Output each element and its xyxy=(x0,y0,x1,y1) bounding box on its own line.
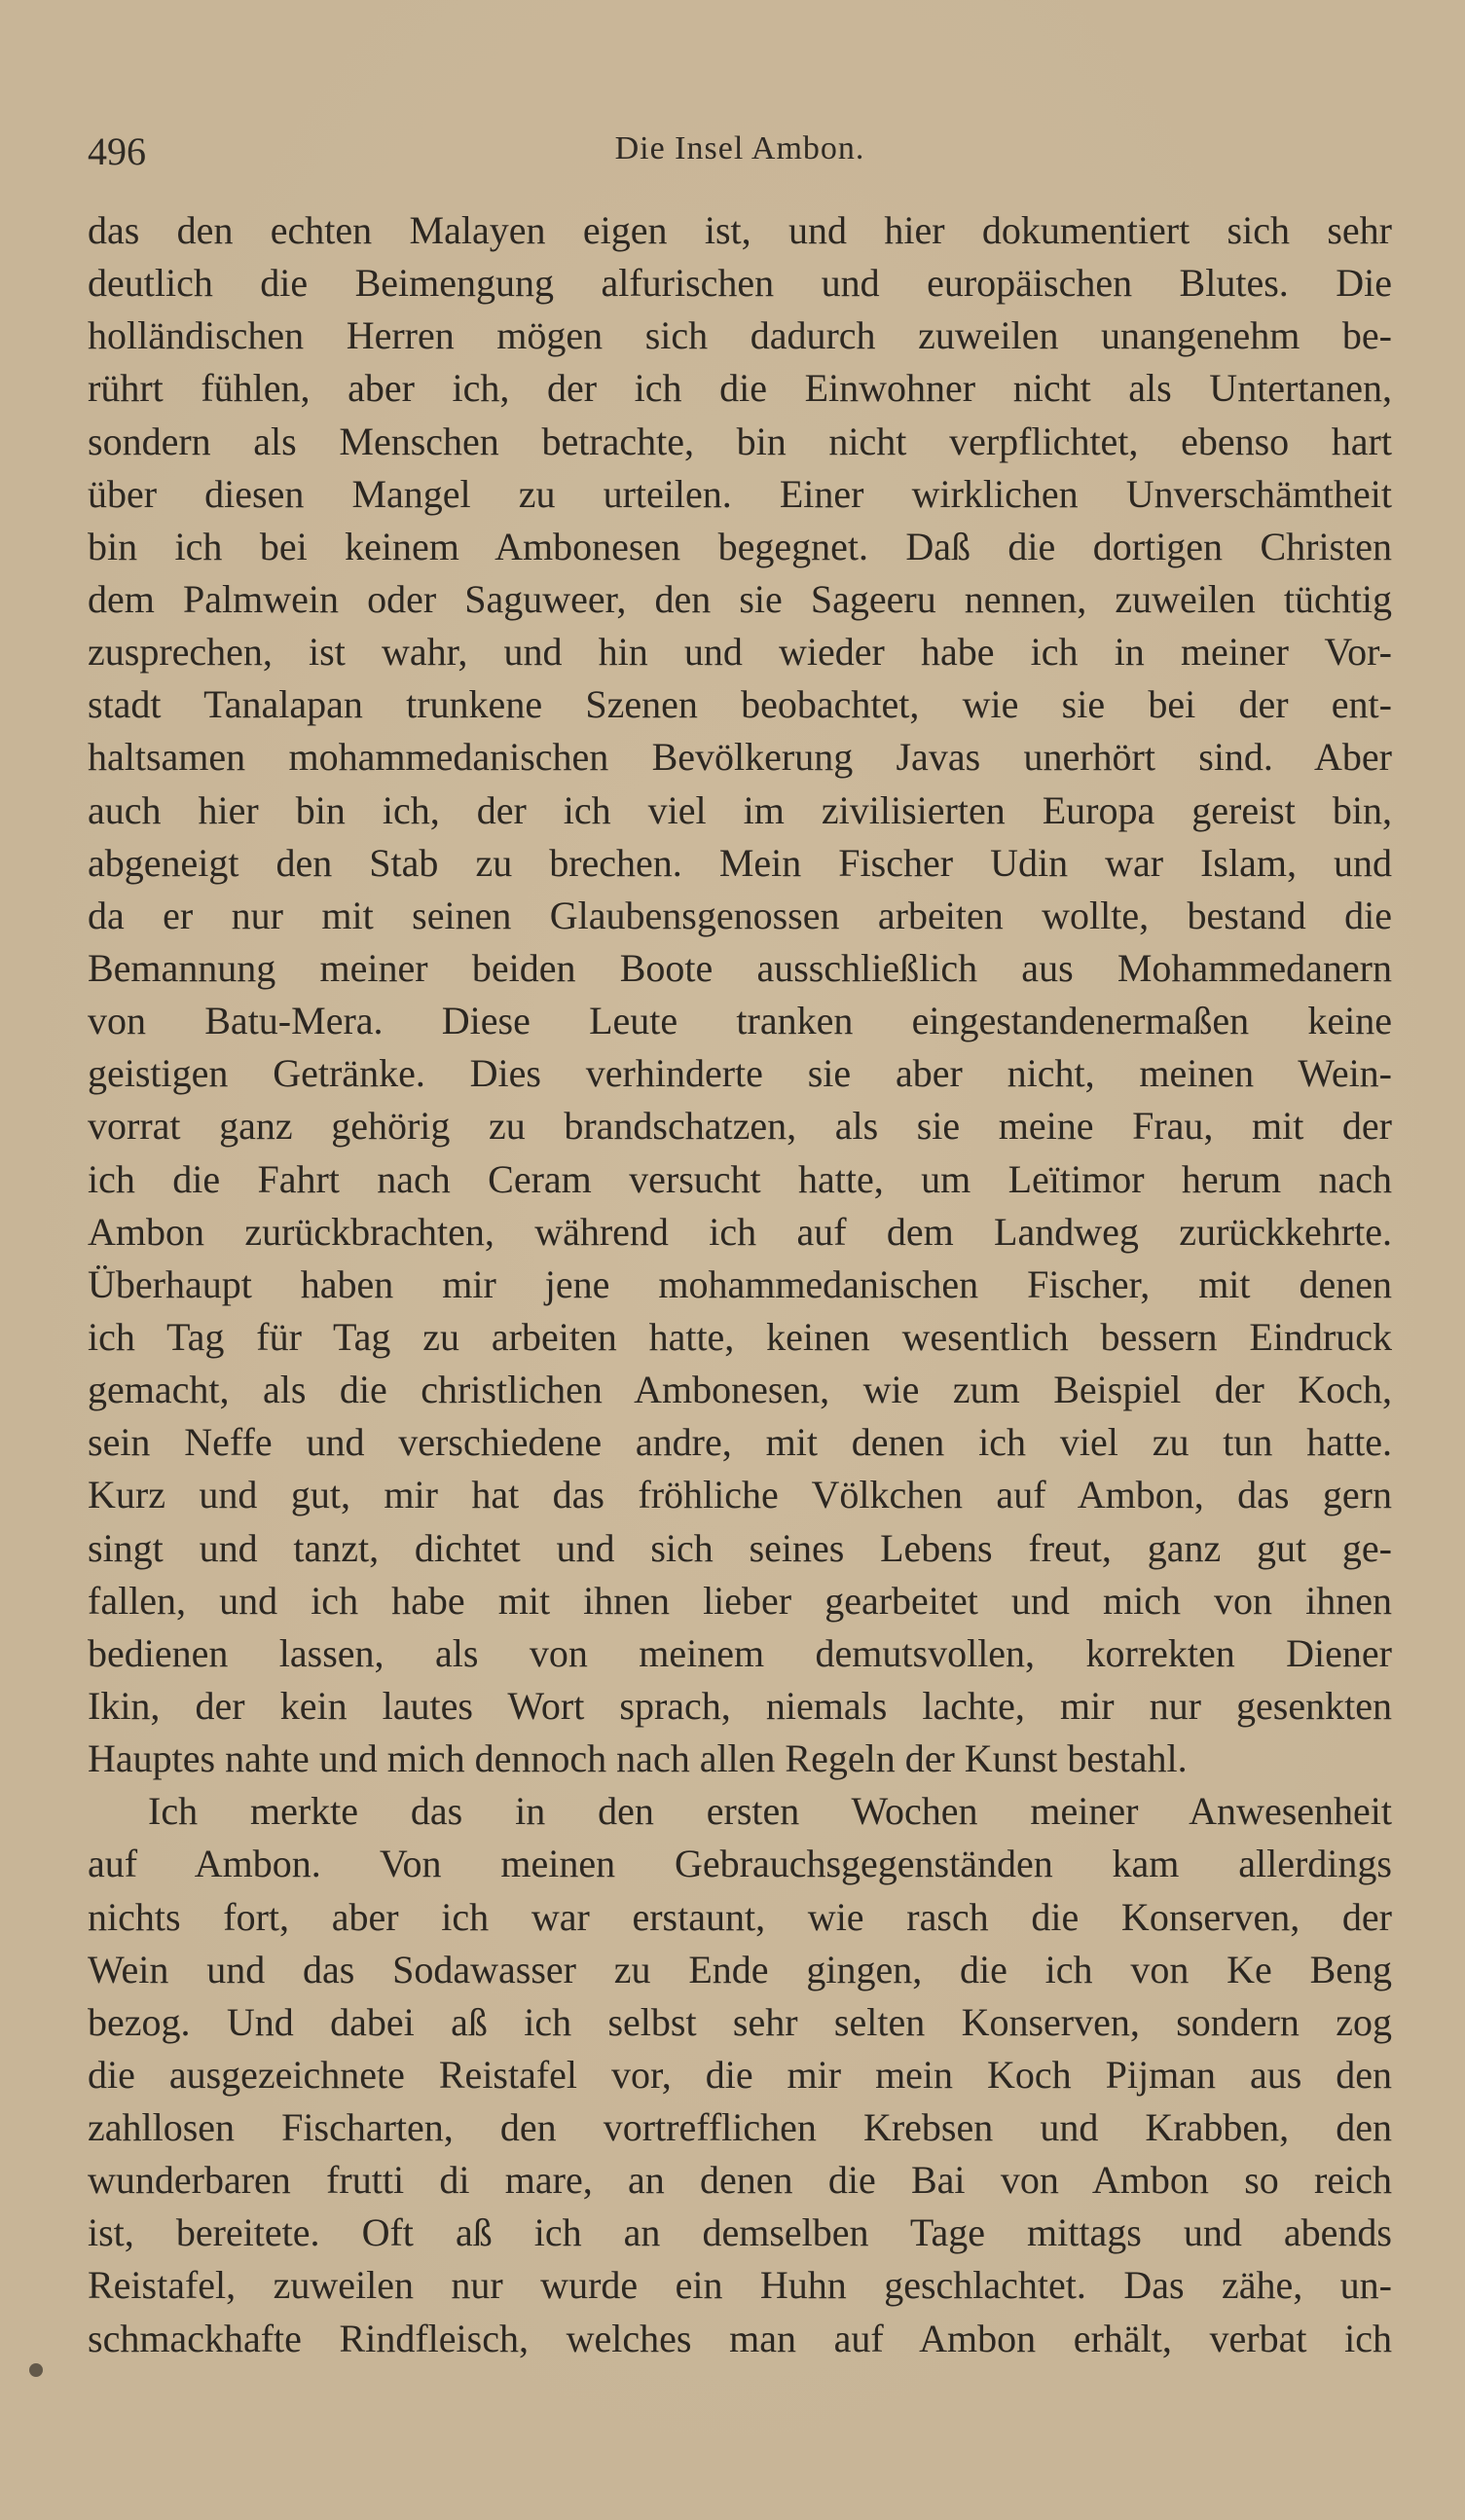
text-line: deutlich die Beimengung alfurischen und europäischen Blutes. Die xyxy=(88,261,1392,306)
running-head: Die Insel Ambon. xyxy=(614,130,865,166)
text-line: schmackhafte Rindfleisch, welches man auf Ambon erhält, verbat ich xyxy=(88,2316,1392,2360)
text-line: Überhaupt haben mir jene mohammedanischen Fischer, mit denen xyxy=(88,1261,1392,1306)
text-line: sein Neffe und verschiedene andre, mit denen ich viel zu tun hatte. xyxy=(88,1420,1392,1465)
text-line: zusprechen, ist wahr, und hin und wieder habe ich in meiner Vor- xyxy=(88,630,1392,675)
paragraph-2 xyxy=(88,1785,1392,2365)
text-line: Wein und das Sodawasser zu Ende gingen, die ich von Ke Beng xyxy=(88,1947,1392,1991)
text-line: von Batu-Mera. Diese Leute tranken eingestandenermaßen keine xyxy=(88,999,1392,1043)
text-line: wunderbaren frutti di mare, an denen die Bai von Ambon so reich xyxy=(88,2158,1392,2203)
text-line: Bemannung meiner beiden Boote ausschließlich aus Mohammedanern xyxy=(88,945,1392,990)
text-line: rührt fühlen, aber ich, der ich die Einwohner nicht als Untertanen, xyxy=(88,366,1392,411)
text-line: Hauptes nahte und mich dennoch nach allen Regeln der Kunst bestahl. xyxy=(88,1736,1188,1781)
text-line: sondern als Menschen betrachte, bin nicht verpflichtet, ebenso hart xyxy=(88,419,1392,463)
text-line: Ich merkte das in den ersten Wochen meiner Anwesenheit xyxy=(148,1789,1392,1834)
text-line: bedienen lassen, als von meinem demutsvollen, korrekten Diener xyxy=(88,1630,1392,1675)
text-line: gemacht, als die christlichen Ambonesen, wie zum Beispiel der Koch, xyxy=(88,1368,1392,1412)
text-line: bin ich bei keinem Ambonesen begegnet. Daß die dortigen Christen xyxy=(88,524,1392,568)
text-line: auf Ambon. Von meinen Gebrauchsgegenständen kam allerdings xyxy=(88,1842,1392,1886)
text-line: fallen, und ich habe mit ihnen lieber gearbeitet und mich von ihnen xyxy=(88,1578,1392,1623)
paragraph-1 xyxy=(88,204,1392,1785)
text-line: ich Tag für Tag zu arbeiten hatte, keinen wesentlich bessern Eindruck xyxy=(88,1314,1392,1359)
text-line: bezog. Und dabei aß ich selbst sehr selten Konserven, sondern zog xyxy=(88,1999,1392,2044)
text-line: die ausgezeichnete Reistafel vor, die mir mein Koch Pijman aus den xyxy=(88,2052,1392,2097)
text-line: ist, bereitete. Oft aß ich an demselben Tage mittags und abends xyxy=(88,2210,1392,2255)
text-line: abgeneigt den Stab zu brechen. Mein Fischer Udin war Islam, und xyxy=(88,840,1392,885)
text-line: da er nur mit seinen Glaubensgenossen arbeiten wollte, bestand die xyxy=(88,893,1392,937)
text-line: zahllosen Fischarten, den vortrefflichen Krebsen und Krabben, den xyxy=(88,2105,1392,2150)
text-line: das den echten Malayen eigen ist, und hier dokumentiert sich sehr xyxy=(88,208,1392,252)
page-number: 496 xyxy=(88,129,146,173)
text-line: Reistafel, zuweilen nur wurde ein Huhn geschlachtet. Das zähe, un- xyxy=(88,2263,1392,2308)
text-line: nichts fort, aber ich war erstaunt, wie rasch die Konserven, der xyxy=(88,1894,1392,1939)
text-line: holländischen Herren mögen sich dadurch zuweilen unangenehm be- xyxy=(88,313,1392,358)
text-line: Ikin, der kein lautes Wort sprach, niemals lachte, mir nur gesenkten xyxy=(88,1683,1392,1728)
text-line: Ambon zurückbrachten, während ich auf dem Landweg zurückkehrte. xyxy=(88,1209,1392,1254)
page-header xyxy=(88,125,1392,183)
text-line: haltsamen mohammedanischen Bevölkerung Javas unerhört sind. Aber xyxy=(88,735,1392,780)
paper-speck xyxy=(29,2363,43,2377)
text-line: stadt Tanalapan trunkene Szenen beobachtet, wie sie bei der ent- xyxy=(88,682,1392,727)
text-line: Kurz und gut, mir hat das fröhliche Völkchen auf Ambon, das gern xyxy=(88,1473,1392,1517)
text-line: geistigen Getränke. Dies verhinderte sie aber nicht, meinen Wein- xyxy=(88,1051,1392,1096)
text-line: dem Palmwein oder Saguweer, den sie Sageeru nennen, zuweilen tüchtig xyxy=(88,576,1392,621)
text-line: vorrat ganz gehörig zu brandschatzen, als sie meine Frau, mit der xyxy=(88,1104,1392,1149)
text-line: auch hier bin ich, der ich viel im zivilisierten Europa gereist bin, xyxy=(88,787,1392,832)
text-line: ich die Fahrt nach Ceram versucht hatte, um Leïtimor herum nach xyxy=(88,1156,1392,1201)
text-line: singt und tanzt, dichtet und sich seines Lebens freut, ganz gut ge- xyxy=(88,1525,1392,1570)
text-line: über diesen Mangel zu urteilen. Einer wirklichen Unverschämtheit xyxy=(88,471,1392,516)
body-text xyxy=(88,204,1392,2365)
